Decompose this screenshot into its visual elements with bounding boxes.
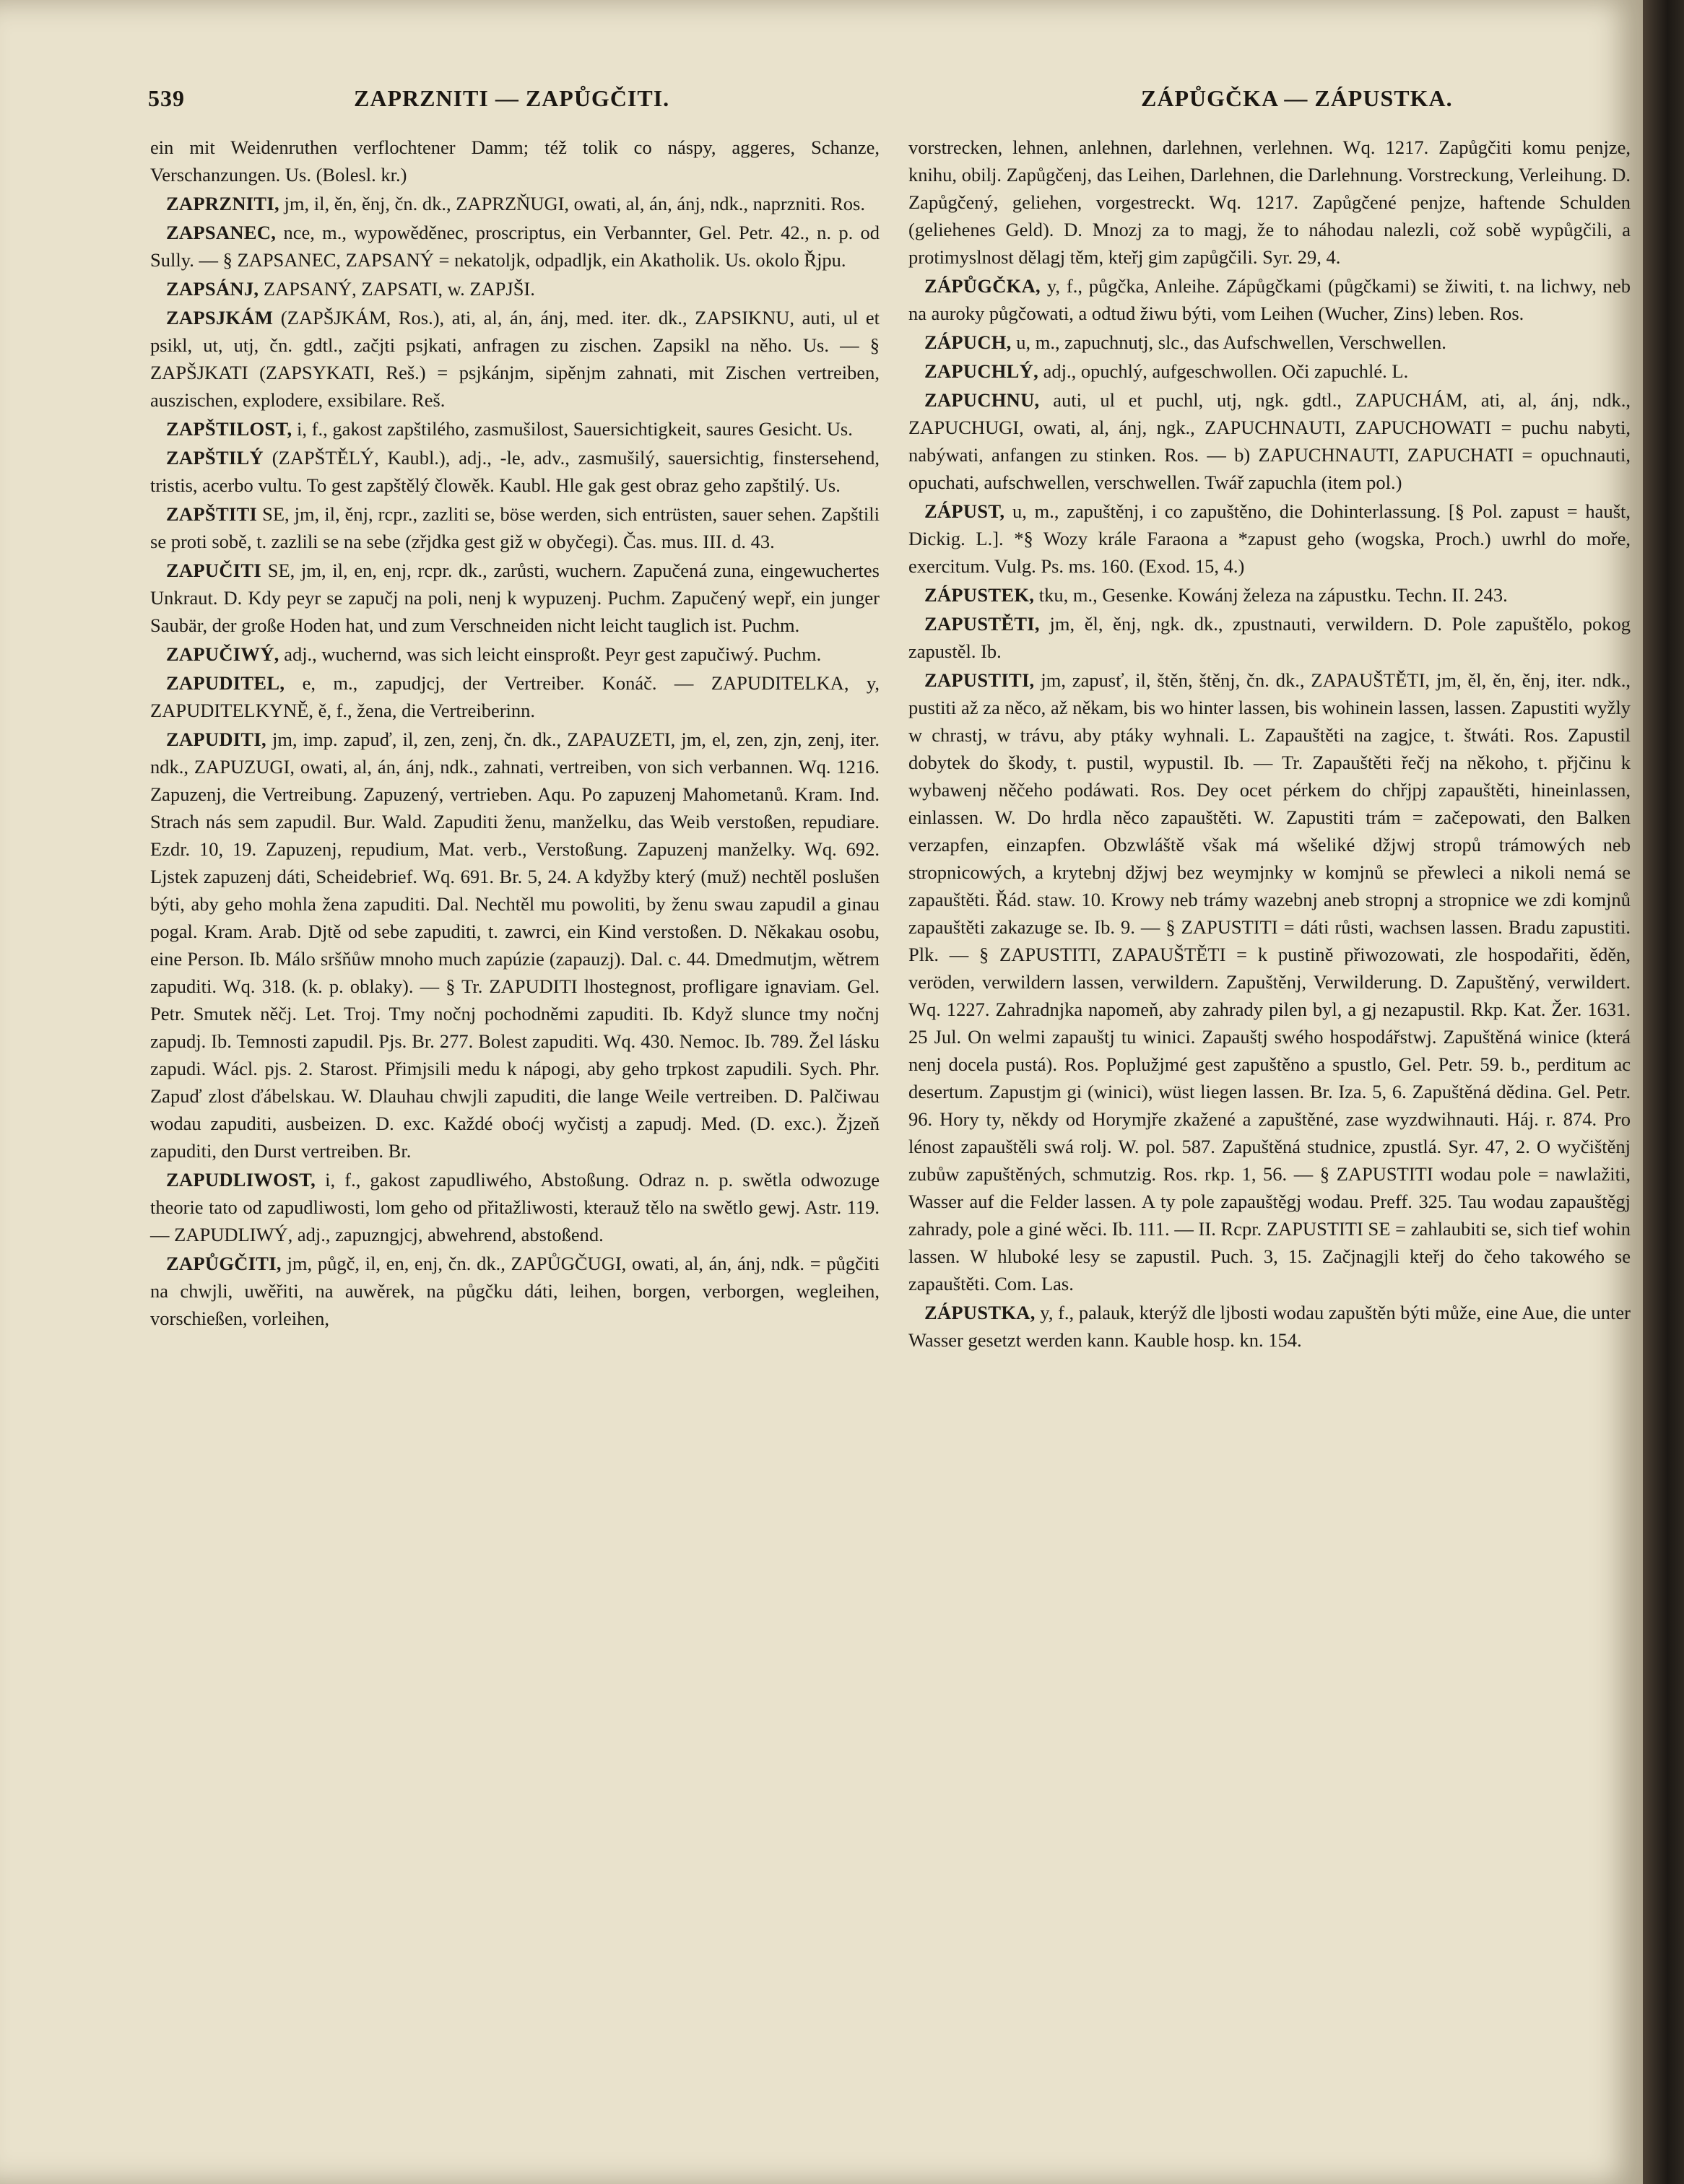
dictionary-entry	[150, 304, 880, 414]
entry-headword: ZAPŠTILOST,	[166, 418, 292, 440]
dictionary-entry	[908, 329, 1631, 356]
entry-text: jm, zapusť, il, štěn, štěnj, čn. dk., ZAPAUŠTĚTI, jm, ěl, ěn, ěnj, iter. ndk., pustiti až za něco, až někam, bis wo hinter lassen, bis wohinein lassen, lassen. Zapustiti wyžly w chrastj, w trávu, aby ptáky wyhnali. L. Zapauštěti na zagjce, t. štwáti. Ros. Zapustil dobytek do škody, t. pustil, wypustil. Ib. — Tr. Zapauštěti řečj na někoho, t. přjčinu k wybawenj něčeho podáwati. Ros. Dey ocet pérkem do chřjpj zapauštěti, hineinlassen, einlassen. W. Do hrdla něco zapauštěti. W. Zapustiti trám = začepowati, den Balken verzapfen, einzapfen. Obzwláště však má wšeliké džjwj stropů trámowých neb stropnicowých, a krytebnj džjwj bez weymjnky w komjnů se přewleci a nikoli nemá se zapauštěti. Řád. staw. 10. Krowy neb trámy wazebnj aneb stropnj a stropnice we zdi komjnů zapauštěti zakazuge se. Ib. 9. — § ZAPUSTITI = dáti růsti, wachsen lassen. Bradu zapustiti. Plk. — § ZAPUSTITI, ZAPAUŠTĚTI = k pustině přiwozowati, zle hospodařiti, ěděn, veröden, verwildern lassen, verwildern. Zapuštěnj, Verwilderung. D. Zapuštěný, verwildert. Wq. 1227. Zahradnjka napomeň, aby zahrady pilen byl, a gj nezapustil. Rkp. Kat. Žer. 1631. 25 Jul. On welmi zapauštj tu winici. Zapauštj swého hospodářstwj. Zapuštěná winice (která nenj docela pustá). Ros. Poplužjmé gest zapuštěno a spustlo, Gel. Petr. 59. b., perditum ac desertum. Zapustjm gi (winici), wüst liegen lassen. Br. Iza. 5, 6. Zapuštěná dědina. Gel. Petr. 96. Hory ty, někdy od Horymjře zkažené a zapuštěné, zase wyzdwihnauti. Háj. r. 874. Pro lénost zapauštěli swá rolj. W. pol. 587. Zapuštěná studnice, zpustlá. Syr. 47, 2. O wyčištěnj zubůw zapuštěných, schmutzig. Ros. rkp. 1, 56. — § ZAPUSTITI wodau pole = nawlažiti, Wasser auf die Felder lassen. A ty pole zapauštěgj wodau. Preff. 325. Tau wodau zapauštěgj zahrady, pole a giné wěci. Ib. 111. — II. Rcpr. ZAPUSTITI SE = zahlaubiti se, sich tief wohin lassen. W hluboké lesy se zapustil. Puch. 3, 15. Začjnagjli kteřj do čeho takowého se zapauštěti. Com. Las.	[908, 669, 1631, 1295]
entry-headword: ZAPUSTĚTI,	[924, 613, 1040, 635]
entry-headword: ZAPUČITI	[166, 560, 261, 581]
dictionary-entry	[150, 500, 880, 555]
dictionary-entry	[908, 134, 1631, 271]
dictionary-entry	[150, 1166, 880, 1248]
dictionary-entry	[908, 581, 1631, 609]
entry-headword: ZAPUČIWÝ,	[166, 643, 279, 665]
entry-headword: ZAPUSTITI,	[924, 669, 1035, 691]
entry-headword: ZAPŮGČITI,	[166, 1253, 282, 1274]
dictionary-entry	[908, 497, 1631, 580]
dictionary-entry	[150, 275, 880, 303]
dictionary-entry	[150, 219, 880, 274]
left-column	[150, 134, 880, 1334]
dictionary-entry	[150, 557, 880, 639]
dictionary-entry	[908, 610, 1631, 665]
entry-text: y, f., půgčka, Anleihe. Zápůgčkami (půgčkami) se žiwiti, t. na lichwy, neb na auroky půgčowati, a odtud žiwu býti, vom Leihen (Wucher, Zins) leben. Ros.	[908, 275, 1631, 324]
entry-text: i, f., gakost zapštilého, zasmušilost, Sauersichtigkeit, saures Gesicht. Us.	[292, 418, 853, 440]
entry-text: SE, jm, il, ěnj, rcpr., zazliti se, böse werden, sich entrüsten, sauer sehen. Zapštili se proti sobě, t. zazlili se na sebe (zřjdka gest giž w obyčegi). Čas. mus. III. d. 43.	[150, 503, 880, 552]
page-header	[148, 85, 1477, 129]
dictionary-entry	[150, 134, 880, 188]
entry-text: (ZAPŠTĚLÝ, Kaubl.), adj., -le, adv., zasmušilý, sauersichtig, finstersehend, tristis, acerbo vultu. To gest zapštělý člowěk. Kaubl. Hle gak gest obraz geho zapštilý. Us.	[150, 447, 880, 496]
entry-text: u, m., zapuštěnj, i co zapuštěno, die Dohinterlassung. [§ Pol. zapust = haušt, Dickig. L.]. *§ Wozy krále Faraona a *zapust geho (wogska, Proch.) uwrhl do moře, exercitum. Vulg. Ps. ms. 160. (Exod. 15, 4.)	[908, 500, 1631, 577]
right-running-head: ZÁPŮGČKA — ZÁPUSTKA.	[1141, 85, 1453, 111]
entry-headword: ZÁPUSTKA,	[924, 1302, 1036, 1323]
entry-text: (ZAPŠJKÁM, Ros.), ati, al, án, ánj, med. iter. dk., ZAPSIKNU, auti, ul et psikl, ut, utj, čn. gdtl., začjti psjkati, anfragen zu zischen. Zapsikl na něho. Us. — § ZAPŠJKATI (ZAPSYKATI, Reš.) = psjkánjm, sipěnjm zahnati, mit Zischen vertreiben, auszischen, explodere, exsibilare. Reš.	[150, 307, 880, 411]
entry-headword: ZÁPUCH,	[924, 331, 1012, 353]
entry-text: SE, jm, il, en, enj, rcpr. dk., zarůsti, wuchern. Zapučená zuna, eingewuchertes Unkraut. D. Kdy peyr se zapučj na poli, nenj k wypuzenj. Puchm. Zapučený wepř, ein junger Saubär, der große Hoden hat, und zum Verschneiden nicht leicht tauglich ist. Puchm.	[150, 560, 880, 636]
entry-text: i, f., gakost zapudliwého, Abstoßung. Odraz n. p. swětla odwozuge theorie tato od zapudliwosti, lom geho od přitažliwosti, kterauž tělo na swětlo gewj. Astr. 119. — ZAPUDLIWÝ, adj., zapuzngjcj, abwehrend, abstoßend.	[150, 1169, 880, 1245]
entry-text: adj., opuchlý, aufgeschwollen. Oči zapuchlé. L.	[1038, 360, 1409, 382]
dictionary-entry	[150, 415, 880, 443]
entry-headword: ZAPŠTILÝ	[166, 447, 264, 469]
entry-headword: ZÁPUSTEK,	[924, 584, 1035, 606]
entry-headword: ZAPUCHLÝ,	[924, 360, 1039, 382]
entry-text: auti, ul et puchl, utj, ngk. gdtl., ZAPUCHÁM, ati, al, ánj, ndk., ZAPUCHUGI, owati, al, ánj, ngk., ZAPUCHNAUTI, ZAPUCHOWATI = puchu nabyti, nabýwati, anfangen zu stinken. Ros. — b) ZAPUCHNAUTI, ZAPUCHATI = opuchnauti, opuchati, aufschwellen, verschwellen. Twář zapuchla (item pol.)	[908, 389, 1631, 493]
entry-headword: ZAPSJKÁM	[166, 307, 274, 329]
entry-headword: ZAPRZNITI,	[166, 193, 279, 214]
book-binding	[1643, 0, 1684, 2184]
entry-text: jm, imp. zapuď, il, zen, zenj, čn. dk., ZAPAUZETI, jm, el, zen, zjn, zenj, iter. ndk., ZAPUZUGI, owati, al, án, ánj, ndk., zahnati, vertreiben, von sich verbannen. Wq. 1216. Zapuzenj, die Vertreibung. Zapuzený, vertrieben. Aqu. Po zapuzenj Mahometanů. Kram. Ind. Strach nás sem zapudil. Bur. Wald. Zapuditi ženu, manželku, das Weib verstoßen, repudiare. Ezdr. 10, 19. Zapuzenj, repudium, Mat. verb., Verstoßung. Zapuzenj manželky. Wq. 692. Ljstek zapuzenj dáti, Scheidebrief. Wq. 691. Br. 5, 24. A kdyžby který (muž) nechtěl poslušen býti, aby geho mohla žena zapuditi. Dal. Nechtěl mu powoliti, by ženu swau zapudil a ginau pogal. Kram. Arab. Djtě od sebe zapuditi, t. zawrci, ein Kind verstoßen. D. Někakau osobu, eine Person. Ib. Málo sršňůw mnoho much zapúzie (zapauzj). Dal. c. 44. Dmedmutjm, wětrem zapuditi. Wq. 318. (k. p. oblaky). — § Tr. ZAPUDITI lhostegnost, profligare ignaviam. Gel. Petr. Smutek něčj. Let. Troj. Tmy nočnj pochodněmi zapuditi. Ib. Když slunce tmy nočnj zapudj. Ib. Temnosti zapudil. Pjs. Br. 277. Bolest zapuditi. Wq. 430. Nemoc. Ib. 789. Žel lásku zapudi. Wácl. pjs. 2. Starost. Přimjsili medu k nápogi, aby geho trpkost zapudili. Sych. Phr. Zapuď zlost ďábelskau. W. Dlauhau chwjli zapuditi, die lange Weile vertreiben. D. Palčiwau wodau zapuditi, ausbeizen. D. exc. Každé oboćj wyčistj a zapudj. Med. (D. exc.). Žjzeň zapuditi, den Durst vertreiben. Br.	[150, 728, 880, 1162]
dictionary-entry	[908, 272, 1631, 327]
right-column	[908, 134, 1631, 1355]
entry-text: jm, půgč, il, en, enj, čn. dk., ZAPŮGČUGI, owati, al, án, ánj, ndk. = půgčiti na chwjli, uwěřiti, na auwěrek, na půgčku dáti, leihen, borgen, verborgen, wegleihen, vorschießen, vorleihen,	[150, 1253, 880, 1329]
entry-text: jm, ěl, ěnj, ngk. dk., zpustnauti, verwildern. D. Pole zapuštělo, pokog zapustěl. Ib.	[908, 613, 1631, 662]
dictionary-entry	[150, 640, 880, 668]
entry-text: adj., wuchernd, was sich leicht einsproßt. Peyr gest zapučiwý. Puchm.	[279, 643, 822, 665]
entry-text: vorstrecken, lehnen, anlehnen, darlehnen, verlehnen. Wq. 1217. Zapůgčiti komu penjze, knihu, obilj. Zapůgčenj, das Leihen, Darlehnen, die Darlehnung. Vorstreckung, Verleihung. D. Zapůgčený, geliehen, vorgestreckt. Wq. 1217. Zapůgčené penjze, haftende Schulden (geliehenes Geld). D. Mnozj za to magj, že to náhodau nalezli, což sobě wypůgčili, a protimyslnost dělagj těm, kteřj gim zapůgčili. Syr. 29, 4.	[908, 136, 1631, 268]
left-running-head: ZAPRZNITI — ZAPŮGČITI.	[354, 85, 670, 111]
entry-text: nce, m., wypowěděnec, proscriptus, ein Verbannter, Gel. Petr. 42., n. p. od Sully. — § ZAPSANEC, ZAPSANÝ = nekatoljk, odpadljk, ein Akatholik. Us. okolo Řjpu.	[150, 222, 880, 271]
entry-headword: ZAPUCHNU,	[924, 389, 1040, 411]
dictionary-entry	[908, 386, 1631, 496]
dictionary-entry	[908, 357, 1631, 385]
dictionary-entry	[908, 666, 1631, 1297]
entry-text: ZAPSANÝ, ZAPSATI, w. ZAPJŠI.	[259, 278, 535, 300]
entry-headword: ZAPŠTITI	[166, 503, 258, 525]
dictionary-entry	[150, 1250, 880, 1332]
entry-headword: ZAPSANEC,	[166, 222, 277, 243]
page-number: 539	[148, 85, 185, 111]
entry-text: u, m., zapuchnutj, slc., das Aufschwellen, Verschwellen.	[1011, 331, 1446, 353]
entry-text: y, f., palauk, kterýž dle ljbosti wodau zapuštěn býti může, eine Aue, die unter Wasser gesetzt werden kann. Kauble hosp. kn. 154.	[908, 1302, 1631, 1351]
entry-headword: ZAPUDITI,	[166, 728, 266, 750]
dictionary-entry	[150, 190, 880, 217]
entry-text: jm, il, ěn, ěnj, čn. dk., ZAPRZŇUGI, owati, al, án, ánj, ndk., naprzniti. Ros.	[279, 193, 865, 214]
entry-headword: ZAPSÁNJ,	[166, 278, 259, 300]
entry-headword: ZÁPŮGČKA,	[924, 275, 1041, 297]
entry-headword: ZAPUDLIWOST,	[166, 1169, 316, 1191]
entry-headword: ZÁPUST,	[924, 500, 1005, 522]
dictionary-entry	[150, 444, 880, 499]
dictionary-entry	[150, 669, 880, 724]
dictionary-entry	[150, 726, 880, 1165]
entry-text: ein mit Weidenruthen verflochtener Damm; též tolik co náspy, aggeres, Schanze, Verschanzungen. Us. (Bolesl. kr.)	[150, 136, 880, 186]
entry-text: e, m., zapudjcj, der Vertreiber. Konáč. — ZAPUDITELKA, y, ZAPUDITELKYNĚ, ě, f., žena, die Vertreiberinn.	[150, 672, 880, 721]
dictionary-entry	[908, 1299, 1631, 1354]
entry-text: tku, m., Gesenke. Kowánj železa na zápustku. Techn. II. 243.	[1034, 584, 1508, 606]
entry-headword: ZAPUDITEL,	[166, 672, 285, 694]
